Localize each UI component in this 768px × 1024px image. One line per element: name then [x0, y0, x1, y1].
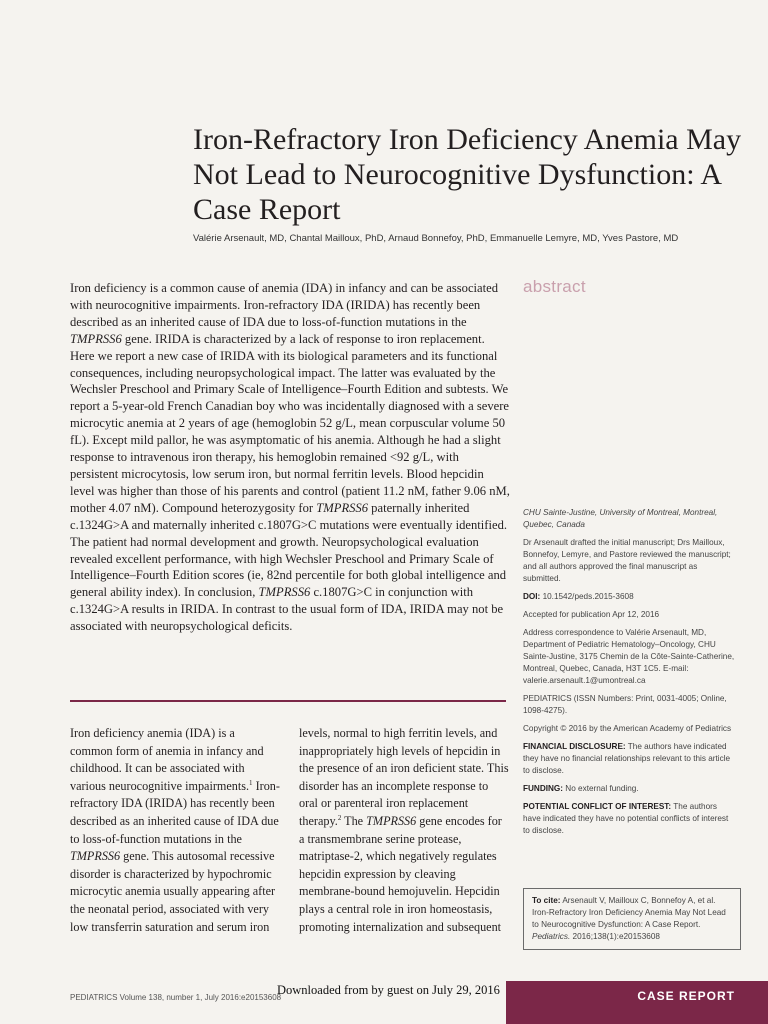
body-text: gene encodes for a transmembrane serine protease, matriptase-2, which negatively regulates hepcidin expression by cleaving membrane-bound hemojuvelin. Hepcidin plays a central role in iron homeostasis, promoting internalization and subsequent	[299, 813, 502, 934]
financial-disclosure	[523, 741, 735, 777]
journal-footer: PEDIATRICS Volume 138, number 1, July 2016:e20153608	[70, 993, 282, 1002]
abstract-part: c.1807G>C in conjunction with c.1324G>A results in IRIDA. In contrast to the usual form of IDA, IRIDA may not be associated with neuropsychological deficits.	[70, 585, 504, 634]
gene-name: TMPRSS6	[366, 813, 417, 828]
section-label: CASE REPORT	[637, 989, 735, 1003]
abstract-part: paternally inherited c.1324G>A and maternally inherited c.1807G>C mutations were eventually identified. The patient had normal development and growth. Neuropsychological evaluation revealed excellent performance, with high Wechsler Preschool and Primary Scale of Intelligence–Fourth Edition scores (ie, 82nd percentile for both global intelligence and general ability index). In conclusion,	[70, 500, 508, 600]
gene-name: TMPRSS6	[70, 849, 121, 864]
abstract-part: gene. IRIDA is characterized by a lack of response to iron replacement. Here we report a new case of IRIDA with its biological parameters and its functional consequences, including neuropsychological impact. The latter was evaluated by the Wechsler Preschool and Primary Scale of Intelligence–Fourth Edition and subtests. We report a 5-year-old French Canadian boy who was incidentally diagnosed with a severe microcytic anemia at 2 years of age (hemoglobin 52 g/L, mean corpuscular volume 50 fL). Except mild pallor, he was asymptomatic of his anemia. Although he had a slight response to intravenous iron therapy, his hemoglobin remained <92 g/L, with persistent microcytosis, low serum iron, but normal ferritin levels. Blood hepcidin level was higher than those of his parents and control (patient 11.2 nM, father 9.06 nM, mother 4.07 nM). Compound heterozygosity for	[70, 331, 510, 515]
section-divider	[70, 700, 506, 702]
issn: PEDIATRICS (ISSN Numbers: Print, 0031-4005; Online, 1098-4275).	[523, 694, 727, 715]
abstract-text	[70, 280, 510, 635]
gene-name: TMPRSS6	[316, 500, 369, 515]
correspondence: Address correspondence to Valérie Arsenault, MD, Department of Pediatric Hematology–Oncology, CHU Sainte-Justine, 3175 Chemin de la Côte-Sainte-Catherine, Montreal, Quebec, Canada, H3T 1C5. E-mail: valerie.arsenault.1@umontreal.ca	[523, 628, 735, 685]
copyright: Copyright © 2016 by the American Academy of Pediatrics	[523, 724, 732, 733]
body-text: levels, normal to high ferritin levels, and inappropriately high levels of hepcidin in the presence of an iron deficient state. This disorder has an incomplete response to oral or parenteral iron replacement therapy.	[299, 726, 509, 828]
body-column-1	[70, 725, 280, 936]
section-bar	[506, 981, 768, 1024]
download-stamp: Downloaded from by guest on July 29, 2016	[277, 983, 500, 997]
article-sidebar	[523, 507, 735, 843]
cite-text: Arsenault V, Mailloux C, Bonnefoy A, et al. Iron-Refractory Iron Deficiency Anemia May Not Lead to Neurocognitive Dysfunction: A Case Report.	[532, 896, 726, 929]
body-column-2	[299, 725, 509, 936]
body-text: Iron-refractory IDA (IRIDA) has recently been described as an inherited cause of IDA due to loss-of-function mutations in the	[70, 778, 280, 846]
funding	[523, 783, 735, 795]
funding-text: No external funding.	[563, 784, 639, 793]
cite-label: To cite:	[532, 896, 561, 905]
body-text: The	[341, 813, 367, 828]
financial-text: The authors have indicated they have no financial relationships relevant to this article to disclose.	[523, 742, 731, 775]
citation-box	[523, 888, 741, 950]
doi-link[interactable]: 10.1542/peds.2015-3608	[540, 592, 634, 601]
doi	[523, 591, 735, 603]
financial-label: FINANCIAL DISCLOSURE:	[523, 742, 626, 751]
cite-journal: Pediatrics.	[532, 932, 571, 941]
body-text: gene. This autosomal recessive disorder is characterized by hypochromic microcytic anemia usually appearing after the neonatal period, associated with very low transferrin saturation and serum iron	[70, 849, 276, 934]
abstract-heading: abstract	[523, 277, 586, 296]
funding-label: FUNDING:	[523, 784, 564, 793]
body-text: Iron deficiency anemia (IDA) is a common form of anemia in infancy and childhood. It can be associated with various neurocognitive impairments.	[70, 726, 264, 793]
gene-name: TMPRSS6	[70, 331, 122, 346]
accepted-date: Accepted for publication Apr 12, 2016	[523, 610, 660, 619]
reference-marker[interactable]: 1	[249, 778, 253, 787]
abstract-part: Iron deficiency is a common cause of anemia (IDA) in infancy and can be associated with neurocognitive impairments. Iron-refractory IDA (IRIDA) has recently been described as an inherited cause of IDA due to loss-of-function mutations in the	[70, 281, 499, 329]
doi-label: DOI:	[523, 592, 541, 601]
article-title: Iron-Refractory Iron Deficiency Anemia May Not Lead to Neurocognitive Dysfunction: A Case Report	[193, 123, 742, 226]
conflict-of-interest	[523, 801, 735, 837]
author-list: Valérie Arsenault, MD, Chantal Mailloux, PhD, Arnaud Bonnefoy, PhD, Emmanuelle Lemyre, MD, Yves Pastore, MD	[193, 233, 679, 244]
reference-marker[interactable]: 2	[337, 813, 342, 822]
cite-end: 2016;138(1):e20153608	[570, 932, 660, 941]
conflict-text: The authors have indicated they have no potential conflicts of interest to disclose.	[523, 802, 729, 835]
contributions: Dr Arsenault drafted the initial manuscript; Drs Mailloux, Bonnefoy, Lemyre, and Pastore reviewed the manuscript; and all authors approved the final manuscript as submitted.	[523, 538, 731, 583]
conflict-label: POTENTIAL CONFLICT OF INTEREST:	[523, 802, 672, 811]
affiliation: CHU Sainte-Justine, University of Montreal, Montreal, Quebec, Canada	[523, 508, 718, 529]
gene-name: TMPRSS6	[258, 585, 311, 600]
